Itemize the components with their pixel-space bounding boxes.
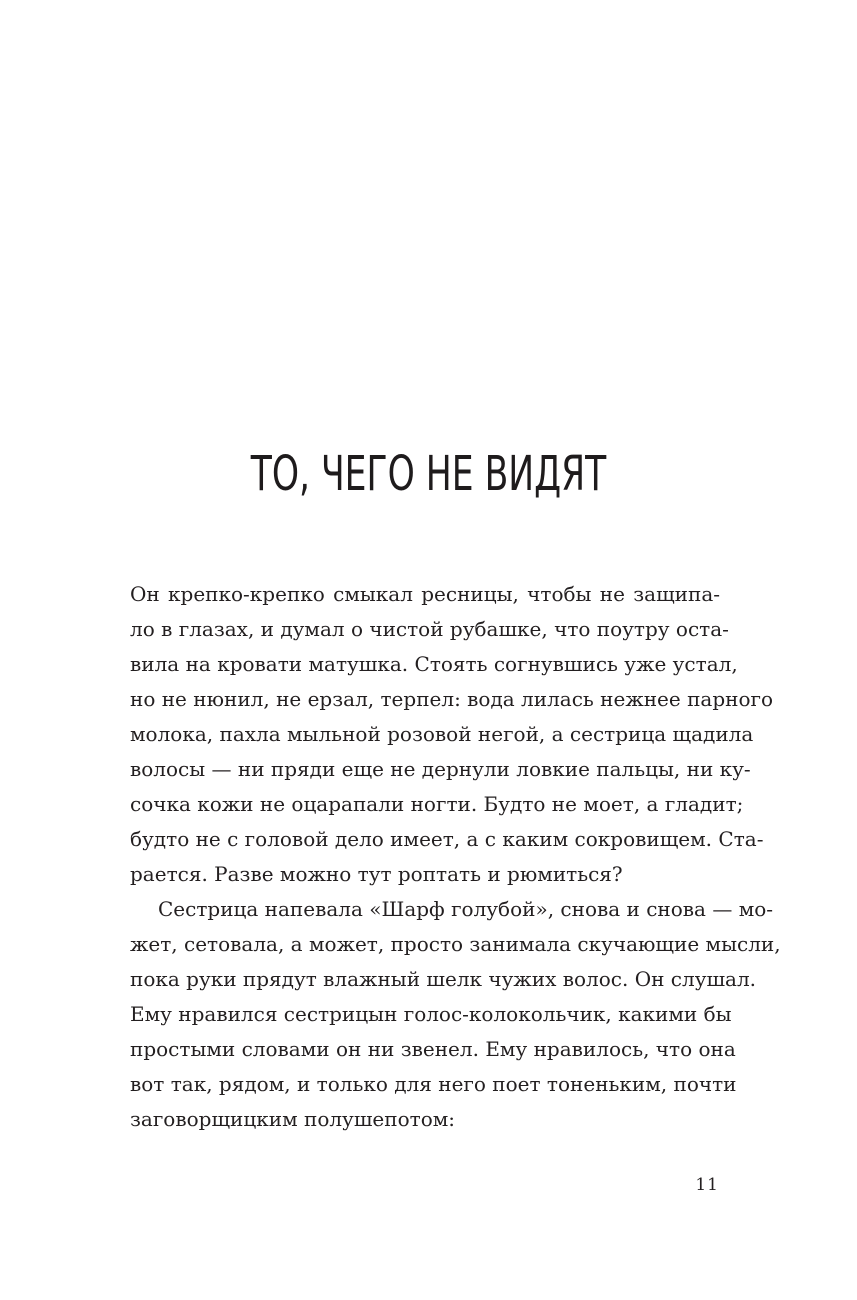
text-line: жет, сетовала, а может, просто занимала скучающие мысли,	[130, 932, 781, 956]
text-line: вот так, рядом, и только для него поет тоненьким, почти	[130, 1072, 737, 1096]
text-line: молока, пахла мыльной розовой негой, а сестрица щадила	[130, 722, 754, 746]
text-line: Сестрица напевала «Шарф голубой», снова и снова — мо-	[158, 897, 774, 921]
chapter-title: ТО, ЧЕГО НЕ ВИДЯТ	[250, 446, 607, 502]
text-line: Ему нравился сестрицын голос-колокольчик, какими бы	[130, 1002, 732, 1026]
text-line: рается. Разве можно тут роптать и рюмиться?	[130, 862, 623, 886]
text-line: простыми словами он ни звенел. Ему нравилось, что она	[130, 1037, 736, 1061]
text-line: волосы — ни пряди еще не дернули ловкие пальцы, ни ку-	[130, 757, 751, 781]
page-number: 11	[695, 1175, 719, 1195]
text-line: пока руки прядут влажный шелк чужих волос. Он слушал.	[130, 967, 757, 991]
text-line: вила на кровати матушка. Стоять согнувшись уже устал,	[130, 652, 738, 676]
text-line: сочка кожи не оцарапали ногти. Будто не моет, а гладит;	[130, 792, 744, 816]
body-text	[130, 577, 781, 1137]
text-line: ло в глазах, и думал о чистой рубашке, что поутру оста-	[130, 617, 729, 641]
text-line: Он крепко-крепко смыкал ресницы, чтобы не защипа-	[130, 582, 720, 606]
text-line: но не нюнил, не ерзал, терпел: вода лилась нежнее парного	[130, 687, 774, 711]
text-line: будто не с головой дело имеет, а с каким сокровищем. Ста-	[130, 827, 764, 851]
text-line: заговорщицким полушепотом:	[130, 1107, 456, 1131]
